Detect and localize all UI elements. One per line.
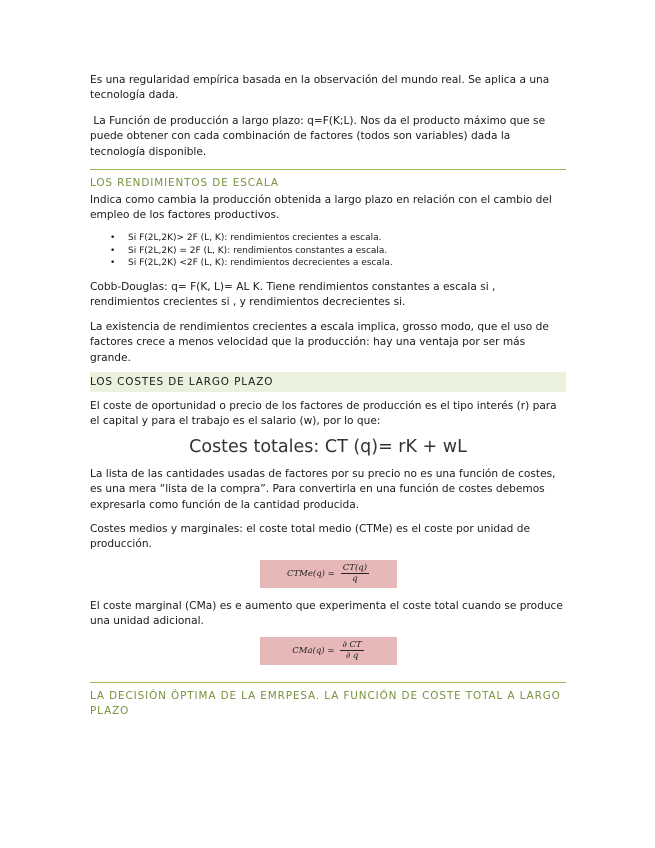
section-heading-decision: LA DECISIÓN ÓPTIMA DE LA EMRPESA. LA FUNCIÓN DE COSTE TOTAL A LARGO PLAZO (90, 689, 561, 717)
costes-paragraph-3: Costes medios y marginales: el coste total medio (CTMe) es el coste por unidad de producción. (90, 523, 530, 551)
costes-paragraph-4: El coste marginal (CMa) es e aumento que experimenta el coste total cuando se produce una unidad adicional. (90, 599, 563, 628)
list-item: • Si F(2L,2K) <2F (L, K): rendimientos decrecientes a escala. (110, 258, 393, 269)
rendimientos-list (90, 232, 566, 270)
bullet-icon: • (110, 232, 116, 243)
cma-formula-image (260, 637, 397, 665)
bullet-icon: • (110, 245, 116, 256)
cma-numerator: ∂ CT (342, 640, 362, 651)
intro-paragraph-2: La Función de producción a largo plazo: q=F(K;L). Nos da el producto máximo que se puede obtener con cada combinación de factores (todos son variables) dada la tecnología disponible. (90, 114, 549, 158)
costes-paragraph-1: El coste de oportunidad o precio de los factores de producción es el tipo interés (r) para el capital y para el trabajo es el salario (w), por lo que: (90, 399, 557, 428)
costes-paragraph-2: La lista de las cantidades usadas de factores por su precio no es una función de costes, es una mera “lista de la compra”. Para convertirla en una función de costes debemos expresarla como función de la cantidad producida. (90, 467, 556, 511)
cma-fraction (340, 640, 363, 661)
ctme-numerator: CT(q) (342, 563, 368, 574)
rendimientos-paragraph-3: La existencia de rendimientos crecientes a escala implica, grosso modo, que el uso de factores crece a menos velocidad que la producción: hay una ventaja por ser más grande. (90, 320, 549, 364)
cma-formula-lhs: CMa(q) = (292, 645, 335, 656)
rendimientos-paragraph-1: Indica como cambia la producción obtenida a largo plazo en relación con el cambio del empleo de los factores productivos. (90, 194, 552, 222)
section-heading-rendimientos: LOS RENDIMIENTOS DE ESCALA (90, 177, 279, 190)
bullet-icon: • (110, 258, 116, 269)
list-item: • Si F(2L,2K) = 2F (L, K): rendimientos constantes a escala. (110, 245, 388, 256)
list-item: • Si F(2L,2K)> 2F (L, K): rendimientos crecientes a escala. (110, 232, 382, 243)
intro-paragraph-1: Es una regularidad empírica basada en la observación del mundo real. Se aplica a una tecnología dada. (90, 74, 550, 102)
cobb-douglas-paragraph: Cobb-Douglas: q= F(K, L)= AL K. Tiene rendimientos constantes a escala si , rendimientos crecientes si , y rendimientos decrecientes si. (90, 280, 496, 309)
section-divider (90, 169, 566, 170)
ctme-formula-image (260, 560, 397, 588)
section-heading-costes: LOS COSTES DE LARGO PLAZO (90, 372, 566, 392)
ctme-formula-lhs: CTMe(q) = (286, 568, 335, 579)
cma-denominator: ∂ q (345, 651, 359, 662)
section-divider (90, 682, 566, 683)
ctme-denominator: q (352, 574, 358, 585)
document-body (90, 73, 566, 719)
total-cost-formula: Costes totales: CT (q)= rK + wL (189, 436, 467, 457)
ctme-fraction (341, 563, 369, 584)
